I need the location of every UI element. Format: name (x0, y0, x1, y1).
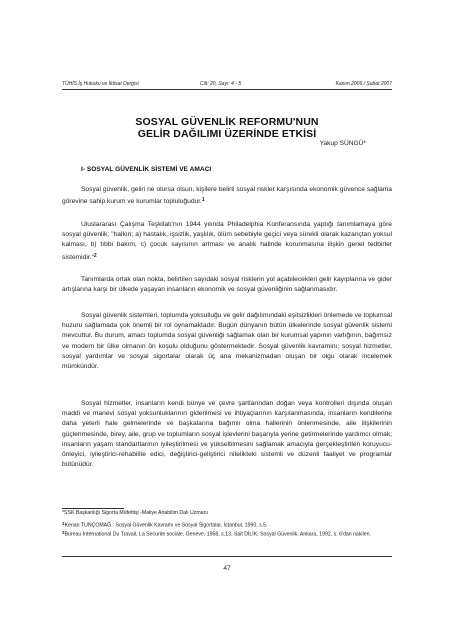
paragraph-3 (62, 275, 392, 295)
paragraph-text: Tanımlarda ortak olan nokta, belirtilen sayıdaki sosyal risklerin yol açabilecekleri gelir kayıplarına ve gider artışlarına karşı bir ülkede yaşayan insanların ekonomik ve sosyal güvenliğinin sağlanmasıdır. (62, 276, 392, 294)
article-title-line1: SOSYAL GÜVENLİK REFORMU'NUN (135, 116, 319, 128)
journal-name: TÜHİS İş Hukuku ve İktisat Dergisi (62, 81, 139, 87)
paragraph-text: Uluslararası Çalışma Teşkilatı'nın 1944 yılında Philadelphia Konferansında yaptığı tanımlamaya göre sosyal güvenlik; "halkın; a) hastalık, işsizlik, yaşlılık, ölüm sebebiyle geçici veya sürekli olarak kazançtan yoksul kalması, b) tıbbi bakım, c) çocuk sayısının artması ve analık halinde korunmasına ilişkin genel tedbirler sistemidir." (62, 221, 392, 261)
paragraph-4 (62, 311, 392, 372)
footnote-divider (62, 508, 124, 509)
paragraph-1 (62, 185, 392, 207)
paragraph-text: Sosyal güvenlik, geliri ne olursa olsun, kişilere belirli sosyal riskler karşısında ekonomik güvence sağlama görevine sahip kurum ve kurumlar topluluğudur. (62, 186, 392, 206)
footnote-2 (62, 529, 392, 539)
footnote-ref: 1 (201, 197, 205, 204)
volume-info: Cilt: 20, Sayı: 4 - 5 (200, 81, 242, 87)
footnote-ref: 2 (93, 252, 97, 259)
paragraph-2 (62, 220, 392, 263)
header-divider (62, 89, 392, 90)
article-author: Yakup SÜNGÜ* (319, 140, 366, 147)
footnote-text: Bureau International Du Travail, La Securite sociale, Geneve, 1958, s.13. Sait DİLİK, Sosyal Güvenlik, Ankara, 1992, s. 6'dan nakilen. (64, 531, 371, 538)
footnote-mark: * (62, 510, 65, 516)
footnote-text: SSK Başkanlığı Sigorta Müfettişi -Maliye Anabilim Dalı Uzmanı (64, 510, 208, 516)
page-number: 47 (223, 565, 231, 572)
footnote-author (62, 510, 392, 517)
section-heading: I- SOSYAL GÜVENLİK SİSTEMİ VE AMACI (81, 166, 212, 173)
paragraph-text: Sosyal hizmetler, insanların kendi bünye ve çevre şartlarından doğan veya kontrolleri dışında oluşan maddi ve manevi sosyal yoksunluklarının giderilmesi ve ihtiyaçlarının karşılanmasında, insanların kendilerine daha yeterli hale gelmelerinde ve başkalarına bağımlı olma hallerinin önlenmesinde, aile ilişkilerinin güçlenmesinde, birey, aile, grup ve toplumların sosyal işlevlerini başarıyla yerine getirmelerinde yardımcı olmak; insanların yaşam standartlarının iyileştirilmesi ve yükseltilmesini sağlamak amacıyla gerçekleştirilen koruyucu-önleyici, iyileştirici-rehabilite edici, değiştirici-geliştirici nitelikteki sistemli ve düzenli faaliyet ve programlar bütünüdür. (62, 400, 392, 469)
footnote-mark: 2 (62, 530, 65, 535)
paragraph-text: Sosyal güvenlik sistemleri, toplumda yoksulluğu ve gelir dağılımındaki eşitsizlikleri önlemede ve toplumsal huzuru sağlamada çok önemli bir rol oynamaktadır. Bugün dünyanın bütün ülkelerinde sosyal güvenlik sistemi mevcuttur. Bu durum, amacı toplumda sosyal güvenliği sağlamak olan bir kurumsal yapının varlığının, bağımsız ve modern bir ülke olmanın ön koşulu olduğunu göstermektedir. Sosyal güvenlik kavramını; sosyal hizmetler, sosyal yardımlar ve sosyal sigortalar olarak üç ana mekanizmadan oluşan bir olgu olarak incelemek mümkündür. (62, 312, 392, 371)
article-title-line2: GELİR DAĞILIMI ÜZERİNDE ETKİSİ (137, 128, 317, 140)
page-footer-divider (62, 556, 392, 557)
issue-date: Kasım 2006 / Şubat 2007 (335, 81, 392, 87)
paragraph-5 (62, 399, 392, 470)
footnote-text: Kenan TUNÇOMAĞ : Sosyal Güvenlik Kavramı ve Sosyal Sigortalar, İstanbul, 1990, s.5. (64, 522, 268, 529)
footnote-mark: 1 (62, 521, 65, 526)
